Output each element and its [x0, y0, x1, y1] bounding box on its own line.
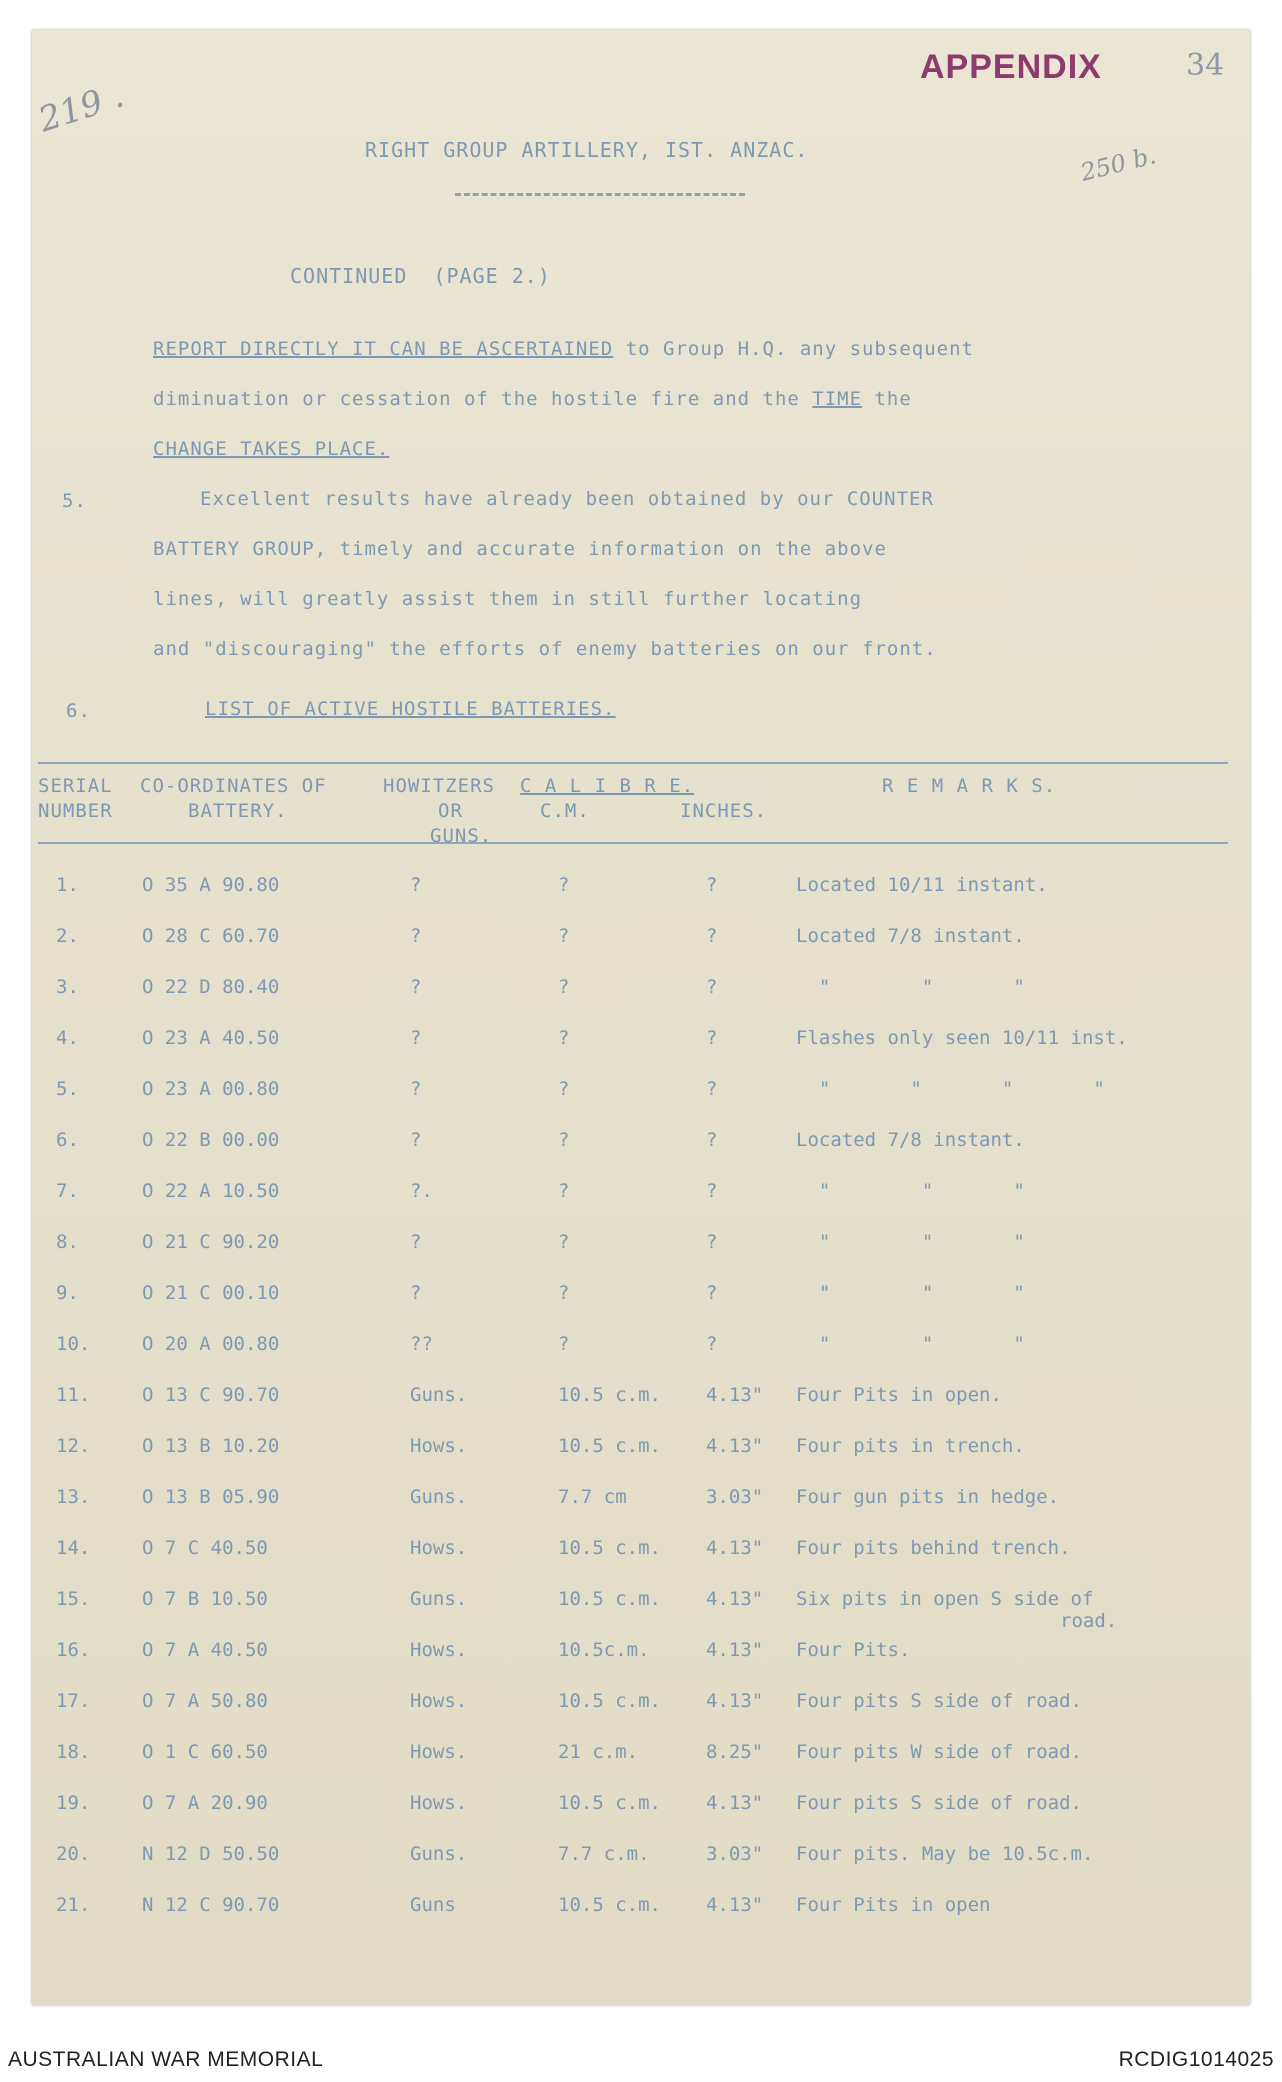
remarks: Located 7/8 instant.	[796, 925, 1025, 947]
header-serial: SERIAL	[38, 775, 113, 797]
title-underline	[455, 193, 745, 196]
calibre-cm: ?	[558, 1129, 570, 1151]
howitzers-or-guns: ?	[410, 925, 422, 947]
table-row	[0, 1537, 1282, 1577]
serial-number: 2.	[56, 925, 79, 947]
serial-number: 19.	[56, 1792, 91, 1814]
table-row	[0, 925, 1282, 965]
calibre-cm: 10.5 c.m.	[558, 1435, 661, 1457]
battery-coordinates: O 7 A 50.80	[142, 1690, 268, 1712]
calibre-inches: 4.13"	[706, 1690, 764, 1712]
serial-number: 1.	[56, 874, 79, 896]
serial-number: 6.	[56, 1129, 79, 1151]
calibre-cm: ?	[558, 1231, 570, 1253]
serial-number: 16.	[56, 1639, 91, 1661]
calibre-inches: ?	[706, 976, 718, 998]
serial-number: 8.	[56, 1231, 79, 1253]
table-row	[0, 1180, 1282, 1220]
header-inches: INCHES.	[680, 800, 768, 822]
calibre-cm: 10.5 c.m.	[558, 1792, 661, 1814]
para5-line: BATTERY GROUP, timely and accurate information on the above	[153, 538, 887, 560]
calibre-cm: ?	[558, 1180, 570, 1202]
battery-coordinates: N 12 D 50.50	[142, 1843, 280, 1865]
calibre-cm: 10.5c.m.	[558, 1639, 650, 1661]
battery-coordinates: O 35 A 90.80	[142, 874, 280, 896]
howitzers-or-guns: Hows.	[410, 1792, 468, 1814]
table-header-rule	[38, 842, 1228, 844]
remarks: " " "	[796, 976, 1025, 998]
remarks: Four pits. May be 10.5c.m.	[796, 1843, 1094, 1865]
table-row	[0, 976, 1282, 1016]
calibre-cm: 10.5 c.m.	[558, 1894, 661, 1916]
header-calibre: C A L I B R E.	[520, 775, 695, 797]
calibre-inches: ?	[706, 1078, 718, 1100]
table-row	[0, 1690, 1282, 1730]
serial-number: 13.	[56, 1486, 91, 1508]
serial-number: 20.	[56, 1843, 91, 1865]
appendix-stamp: APPENDIX	[920, 48, 1102, 86]
document-title: RIGHT GROUP ARTILLERY, IST. ANZAC.	[365, 138, 809, 162]
calibre-inches: ?	[706, 925, 718, 947]
table-row	[0, 1027, 1282, 1067]
howitzers-or-guns: Hows.	[410, 1690, 468, 1712]
howitzers-or-guns: ?	[410, 976, 422, 998]
battery-coordinates: O 7 A 40.50	[142, 1639, 268, 1661]
battery-coordinates: O 23 A 40.50	[142, 1027, 280, 1049]
battery-coordinates: O 7 C 40.50	[142, 1537, 268, 1559]
calibre-inches: 3.03"	[706, 1486, 764, 1508]
howitzers-or-guns: Hows.	[410, 1537, 468, 1559]
table-row	[0, 1486, 1282, 1526]
serial-number: 21.	[56, 1894, 91, 1916]
body-line-2: diminuation or cessation of the hostile fire and the TIME the	[153, 388, 912, 410]
remarks: Four pits in trench.	[796, 1435, 1025, 1457]
battery-coordinates: O 1 C 60.50	[142, 1741, 268, 1763]
serial-number: 5.	[56, 1078, 79, 1100]
calibre-inches: 4.13"	[706, 1792, 764, 1814]
serial-number: 4.	[56, 1027, 79, 1049]
calibre-cm: 7.7 c.m.	[558, 1843, 650, 1865]
serial-number: 17.	[56, 1690, 91, 1712]
calibre-inches: ?	[706, 874, 718, 896]
header-number: NUMBER	[38, 800, 113, 822]
table-row	[0, 1843, 1282, 1883]
remarks: Four pits behind trench.	[796, 1537, 1071, 1559]
calibre-inches: 4.13"	[706, 1639, 764, 1661]
battery-coordinates: O 13 B 05.90	[142, 1486, 280, 1508]
remarks: " " "	[796, 1180, 1025, 1202]
howitzers-or-guns: Hows.	[410, 1435, 468, 1457]
remarks-continuation: road.	[1060, 1610, 1118, 1632]
remarks: Located 7/8 instant.	[796, 1129, 1025, 1151]
serial-number: 12.	[56, 1435, 91, 1457]
calibre-cm: 21 c.m.	[558, 1741, 639, 1763]
remarks: Four pits W side of road.	[796, 1741, 1082, 1763]
battery-coordinates: O 13 B 10.20	[142, 1435, 280, 1457]
howitzers-or-guns: Guns.	[410, 1588, 468, 1610]
header-coordinates: CO-ORDINATES OF	[140, 775, 327, 797]
table-row	[0, 1282, 1282, 1322]
table-row	[0, 1588, 1282, 1632]
calibre-inches: ?	[706, 1129, 718, 1151]
howitzers-or-guns: ?	[410, 874, 422, 896]
calibre-inches: 8.25"	[706, 1741, 764, 1763]
table-row	[0, 1894, 1282, 1934]
remarks: Six pits in open S side of	[796, 1588, 1094, 1610]
table-row	[0, 1231, 1282, 1271]
calibre-inches: 4.13"	[706, 1537, 764, 1559]
header-howitzers: HOWITZERS	[383, 775, 495, 797]
table-row	[0, 1639, 1282, 1679]
calibre-cm: ?	[558, 1282, 570, 1304]
remarks: " " "	[796, 1282, 1025, 1304]
calibre-inches: ?	[706, 1027, 718, 1049]
continued-heading: CONTINUED (PAGE 2.)	[290, 264, 551, 288]
table-row	[0, 874, 1282, 914]
header-battery: BATTERY.	[188, 800, 288, 822]
howitzers-or-guns: Guns.	[410, 1486, 468, 1508]
remarks: Flashes only seen 10/11 inst.	[796, 1027, 1128, 1049]
battery-coordinates: O 13 C 90.70	[142, 1384, 280, 1406]
howitzers-or-guns: ?	[410, 1027, 422, 1049]
calibre-inches: 3.03"	[706, 1843, 764, 1865]
howitzers-or-guns: ?	[410, 1129, 422, 1151]
battery-coordinates: O 7 B 10.50	[142, 1588, 268, 1610]
calibre-inches: 4.13"	[706, 1588, 764, 1610]
serial-number: 3.	[56, 976, 79, 998]
battery-coordinates: O 23 A 00.80	[142, 1078, 280, 1100]
serial-number: 10.	[56, 1333, 91, 1355]
battery-coordinates: O 21 C 00.10	[142, 1282, 280, 1304]
table-row	[0, 1384, 1282, 1424]
howitzers-or-guns: Hows.	[410, 1639, 468, 1661]
howitzers-or-guns: ?	[410, 1231, 422, 1253]
calibre-cm: ?	[558, 1078, 570, 1100]
howitzers-or-guns: Guns.	[410, 1843, 468, 1865]
page-number: 34	[1186, 48, 1225, 83]
table-row	[0, 1333, 1282, 1373]
battery-coordinates: N 12 C 90.70	[142, 1894, 280, 1916]
calibre-inches: ?	[706, 1333, 718, 1355]
remarks: Four Pits.	[796, 1639, 911, 1661]
calibre-inches: ?	[706, 1231, 718, 1253]
serial-number: 7.	[56, 1180, 79, 1202]
howitzers-or-guns: ?	[410, 1078, 422, 1100]
serial-number: 18.	[56, 1741, 91, 1763]
remarks: " " " "	[796, 1078, 1105, 1100]
table-row	[0, 1741, 1282, 1781]
calibre-cm: 7.7 cm	[558, 1486, 627, 1508]
remarks: Located 10/11 instant.	[796, 874, 1048, 896]
calibre-cm: ?	[558, 925, 570, 947]
howitzers-or-guns: ?	[410, 1282, 422, 1304]
paragraph-5-number: 5.	[62, 490, 87, 512]
paragraph-6-number: 6.	[66, 700, 91, 722]
header-cm: C.M.	[540, 800, 590, 822]
footer-archive-name: AUSTRALIAN WAR MEMORIAL	[8, 2048, 324, 2071]
battery-coordinates: O 21 C 90.20	[142, 1231, 280, 1253]
remarks: Four gun pits in hedge.	[796, 1486, 1060, 1508]
table-row	[0, 1792, 1282, 1832]
calibre-cm: 10.5 c.m.	[558, 1537, 661, 1559]
para5-line: Excellent results have already been obtained by our COUNTER	[200, 488, 934, 510]
calibre-cm: ?	[558, 874, 570, 896]
howitzers-or-guns: Hows.	[410, 1741, 468, 1763]
calibre-cm: ?	[558, 976, 570, 998]
table-row	[0, 1129, 1282, 1169]
handwritten-reference: 250 b.	[1077, 141, 1159, 187]
calibre-inches: ?	[706, 1180, 718, 1202]
underlined-instruction: REPORT DIRECTLY IT CAN BE ASCERTAINED	[153, 338, 614, 360]
body-line-1: REPORT DIRECTLY IT CAN BE ASCERTAINED to Group H.Q. any subsequent	[153, 338, 974, 360]
howitzers-or-guns: Guns.	[410, 1384, 468, 1406]
battery-coordinates: O 22 B 00.00	[142, 1129, 280, 1151]
header-guns: GUNS.	[430, 825, 493, 847]
remarks: " " "	[796, 1333, 1025, 1355]
serial-number: 11.	[56, 1384, 91, 1406]
table-row	[0, 1078, 1282, 1118]
table-top-rule	[38, 762, 1228, 764]
header-or: OR	[438, 800, 463, 822]
howitzers-or-guns: ?.	[410, 1180, 433, 1202]
calibre-inches: 4.13"	[706, 1384, 764, 1406]
calibre-inches: 4.13"	[706, 1894, 764, 1916]
battery-coordinates: O 7 A 20.90	[142, 1792, 268, 1814]
remarks: Four Pits in open.	[796, 1384, 1002, 1406]
battery-coordinates: O 22 A 10.50	[142, 1180, 280, 1202]
header-remarks: R E M A R K S.	[882, 775, 1057, 797]
battery-coordinates: O 20 A 00.80	[142, 1333, 280, 1355]
folio-number: 219 .	[33, 75, 129, 141]
remarks: Four pits S side of road.	[796, 1690, 1082, 1712]
serial-number: 15.	[56, 1588, 91, 1610]
battery-coordinates: O 28 C 60.70	[142, 925, 280, 947]
calibre-inches: ?	[706, 1282, 718, 1304]
howitzers-or-guns: Guns	[410, 1894, 456, 1916]
battery-coordinates: O 22 D 80.40	[142, 976, 280, 998]
remarks: Four Pits in open	[796, 1894, 991, 1916]
serial-number: 14.	[56, 1537, 91, 1559]
calibre-cm: 10.5 c.m.	[558, 1588, 661, 1610]
remarks: " " "	[796, 1231, 1025, 1253]
batteries-list-heading: LIST OF ACTIVE HOSTILE BATTERIES.	[205, 698, 616, 720]
para5-line: and "discouraging" the efforts of enemy batteries on our front.	[153, 638, 937, 660]
calibre-cm: ?	[558, 1027, 570, 1049]
serial-number: 9.	[56, 1282, 79, 1304]
table-row	[0, 1435, 1282, 1475]
body-line-3: CHANGE TAKES PLACE.	[153, 438, 390, 460]
para5-line: lines, will greatly assist them in still further locating	[153, 588, 863, 610]
footer-record-id: RCDIG1014025	[1118, 2048, 1274, 2071]
calibre-cm: 10.5 c.m.	[558, 1690, 661, 1712]
calibre-cm: 10.5 c.m.	[558, 1384, 661, 1406]
remarks: Four pits S side of road.	[796, 1792, 1082, 1814]
calibre-inches: 4.13"	[706, 1435, 764, 1457]
calibre-cm: ?	[558, 1333, 570, 1355]
howitzers-or-guns: ??	[410, 1333, 433, 1355]
